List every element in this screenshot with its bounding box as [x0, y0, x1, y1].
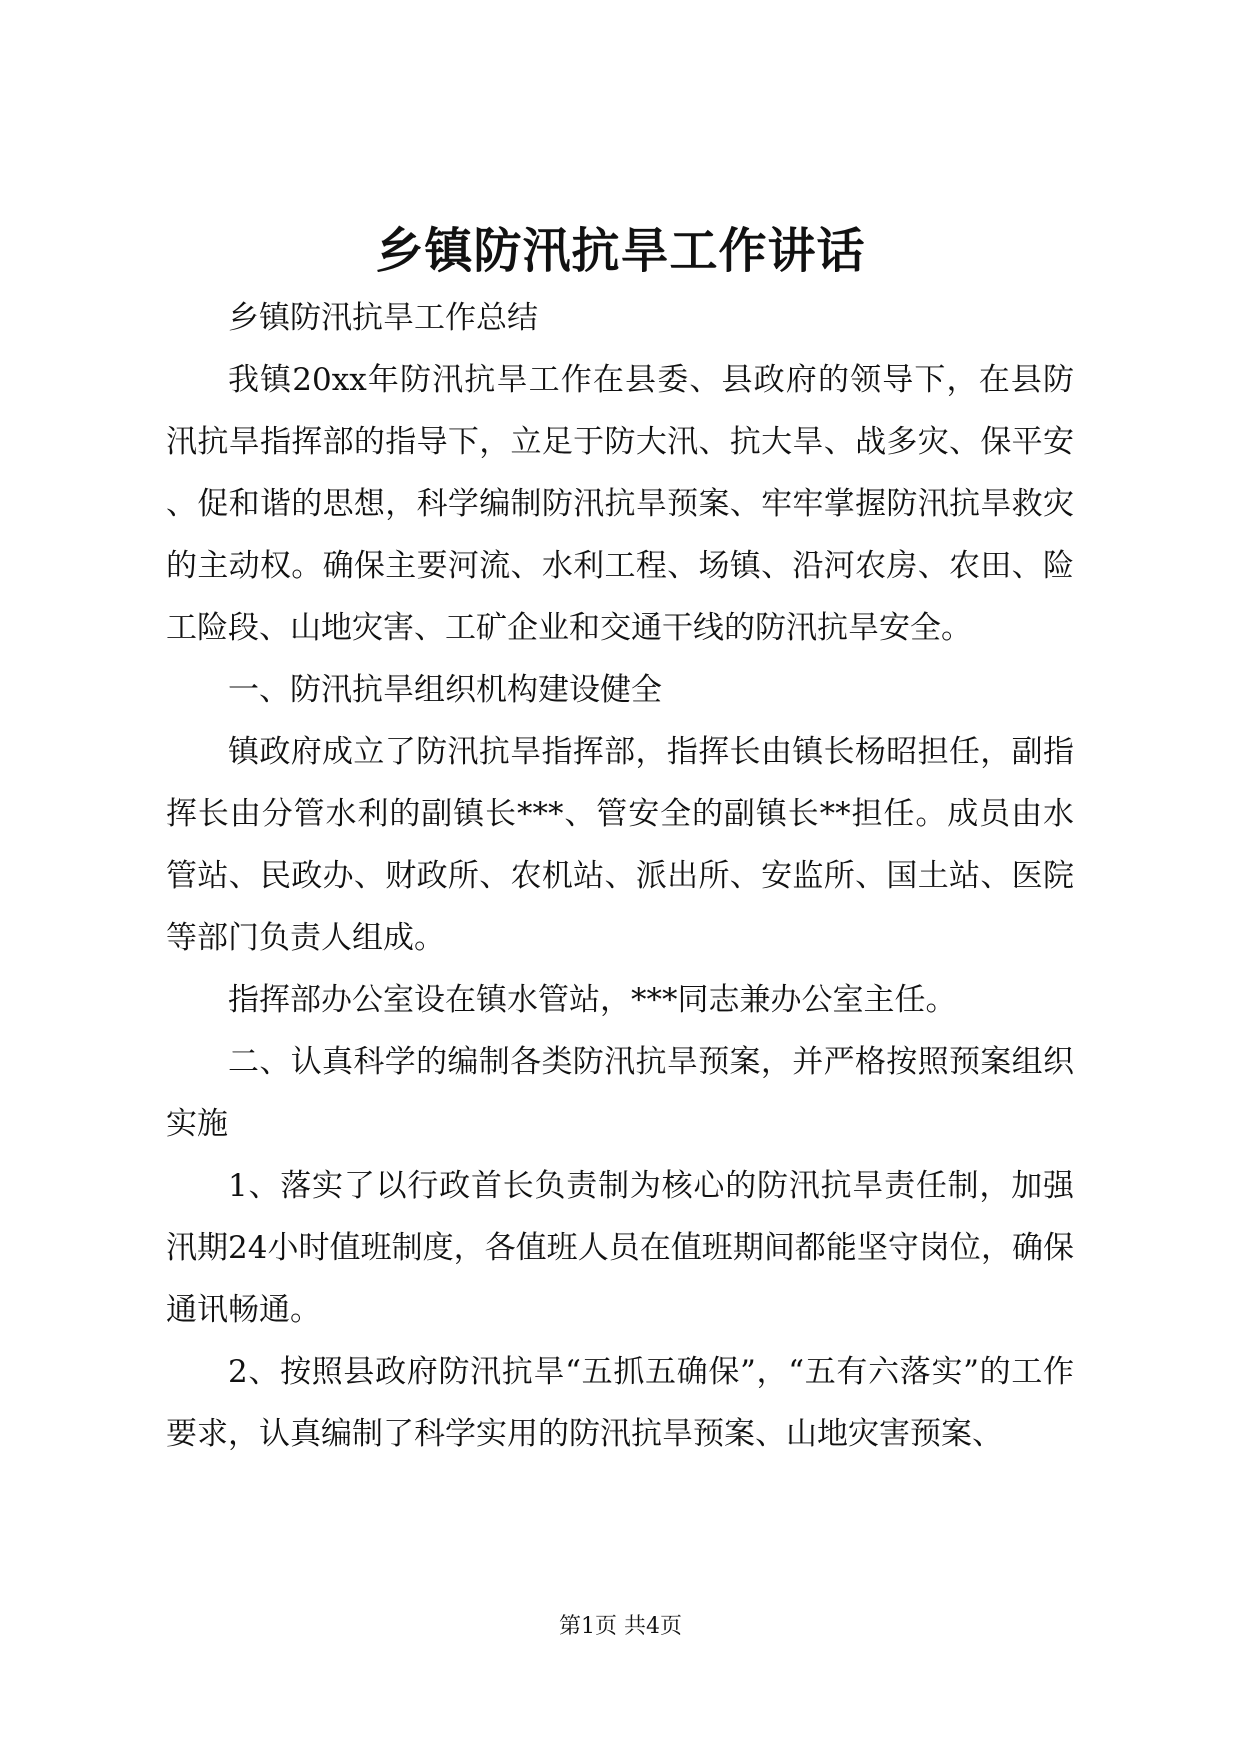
page-footer: 第1页 共4页 [559, 1614, 682, 1639]
paragraph-office: 指挥部办公室设在镇水管站，***同志兼办公室主任。 [228, 982, 957, 1018]
section-heading-1: 一、防汛抗旱组织机构建设健全 [228, 672, 662, 708]
paragraph-item-1: 1、落实了以行政首长负责制为核心的防汛抗旱责任制，加强汛期24小时值班制度，各值班人员在值班期间都能坚守岗位，确保通讯畅通。 [166, 1168, 1074, 1328]
paragraph-organization: 镇政府成立了防汛抗旱指挥部，指挥长由镇长杨昭担任，副指挥长由分管水利的副镇长***、管安全的副镇长**担任。成员由水管站、民政办、财政所、农机站、派出所、安监所、国土站、医院等部门负责人组成。 [166, 734, 1074, 956]
document-title: 乡镇防汛抗旱工作讲话 [375, 223, 866, 279]
document-body [166, 287, 1074, 1465]
paragraph-item-2: 2、按照县政府防汛抗旱“五抓五确保”，“五有六落实”的工作要求，认真编制了科学实用的防汛抗旱预案、山地灾害预案、 [166, 1354, 1074, 1452]
paragraph-subtitle: 乡镇防汛抗旱工作总结 [228, 300, 538, 336]
section-heading-2: 二、认真科学的编制各类防汛抗旱预案，并严格按照预案组织实施 [166, 1044, 1074, 1142]
paragraph-intro: 我镇20xx年防汛抗旱工作在县委、县政府的领导下，在县防汛抗旱指挥部的指导下，立足于防大汛、抗大旱、战多灾、保平安、促和谐的思想，科学编制防汛抗旱预案、牢牢掌握防汛抗旱救灾的主动权。确保主要河流、水利工程、场镇、沿河农房、农田、险工险段、山地灾害、工矿企业和交通干线的防汛抗旱安全。 [166, 362, 1074, 646]
